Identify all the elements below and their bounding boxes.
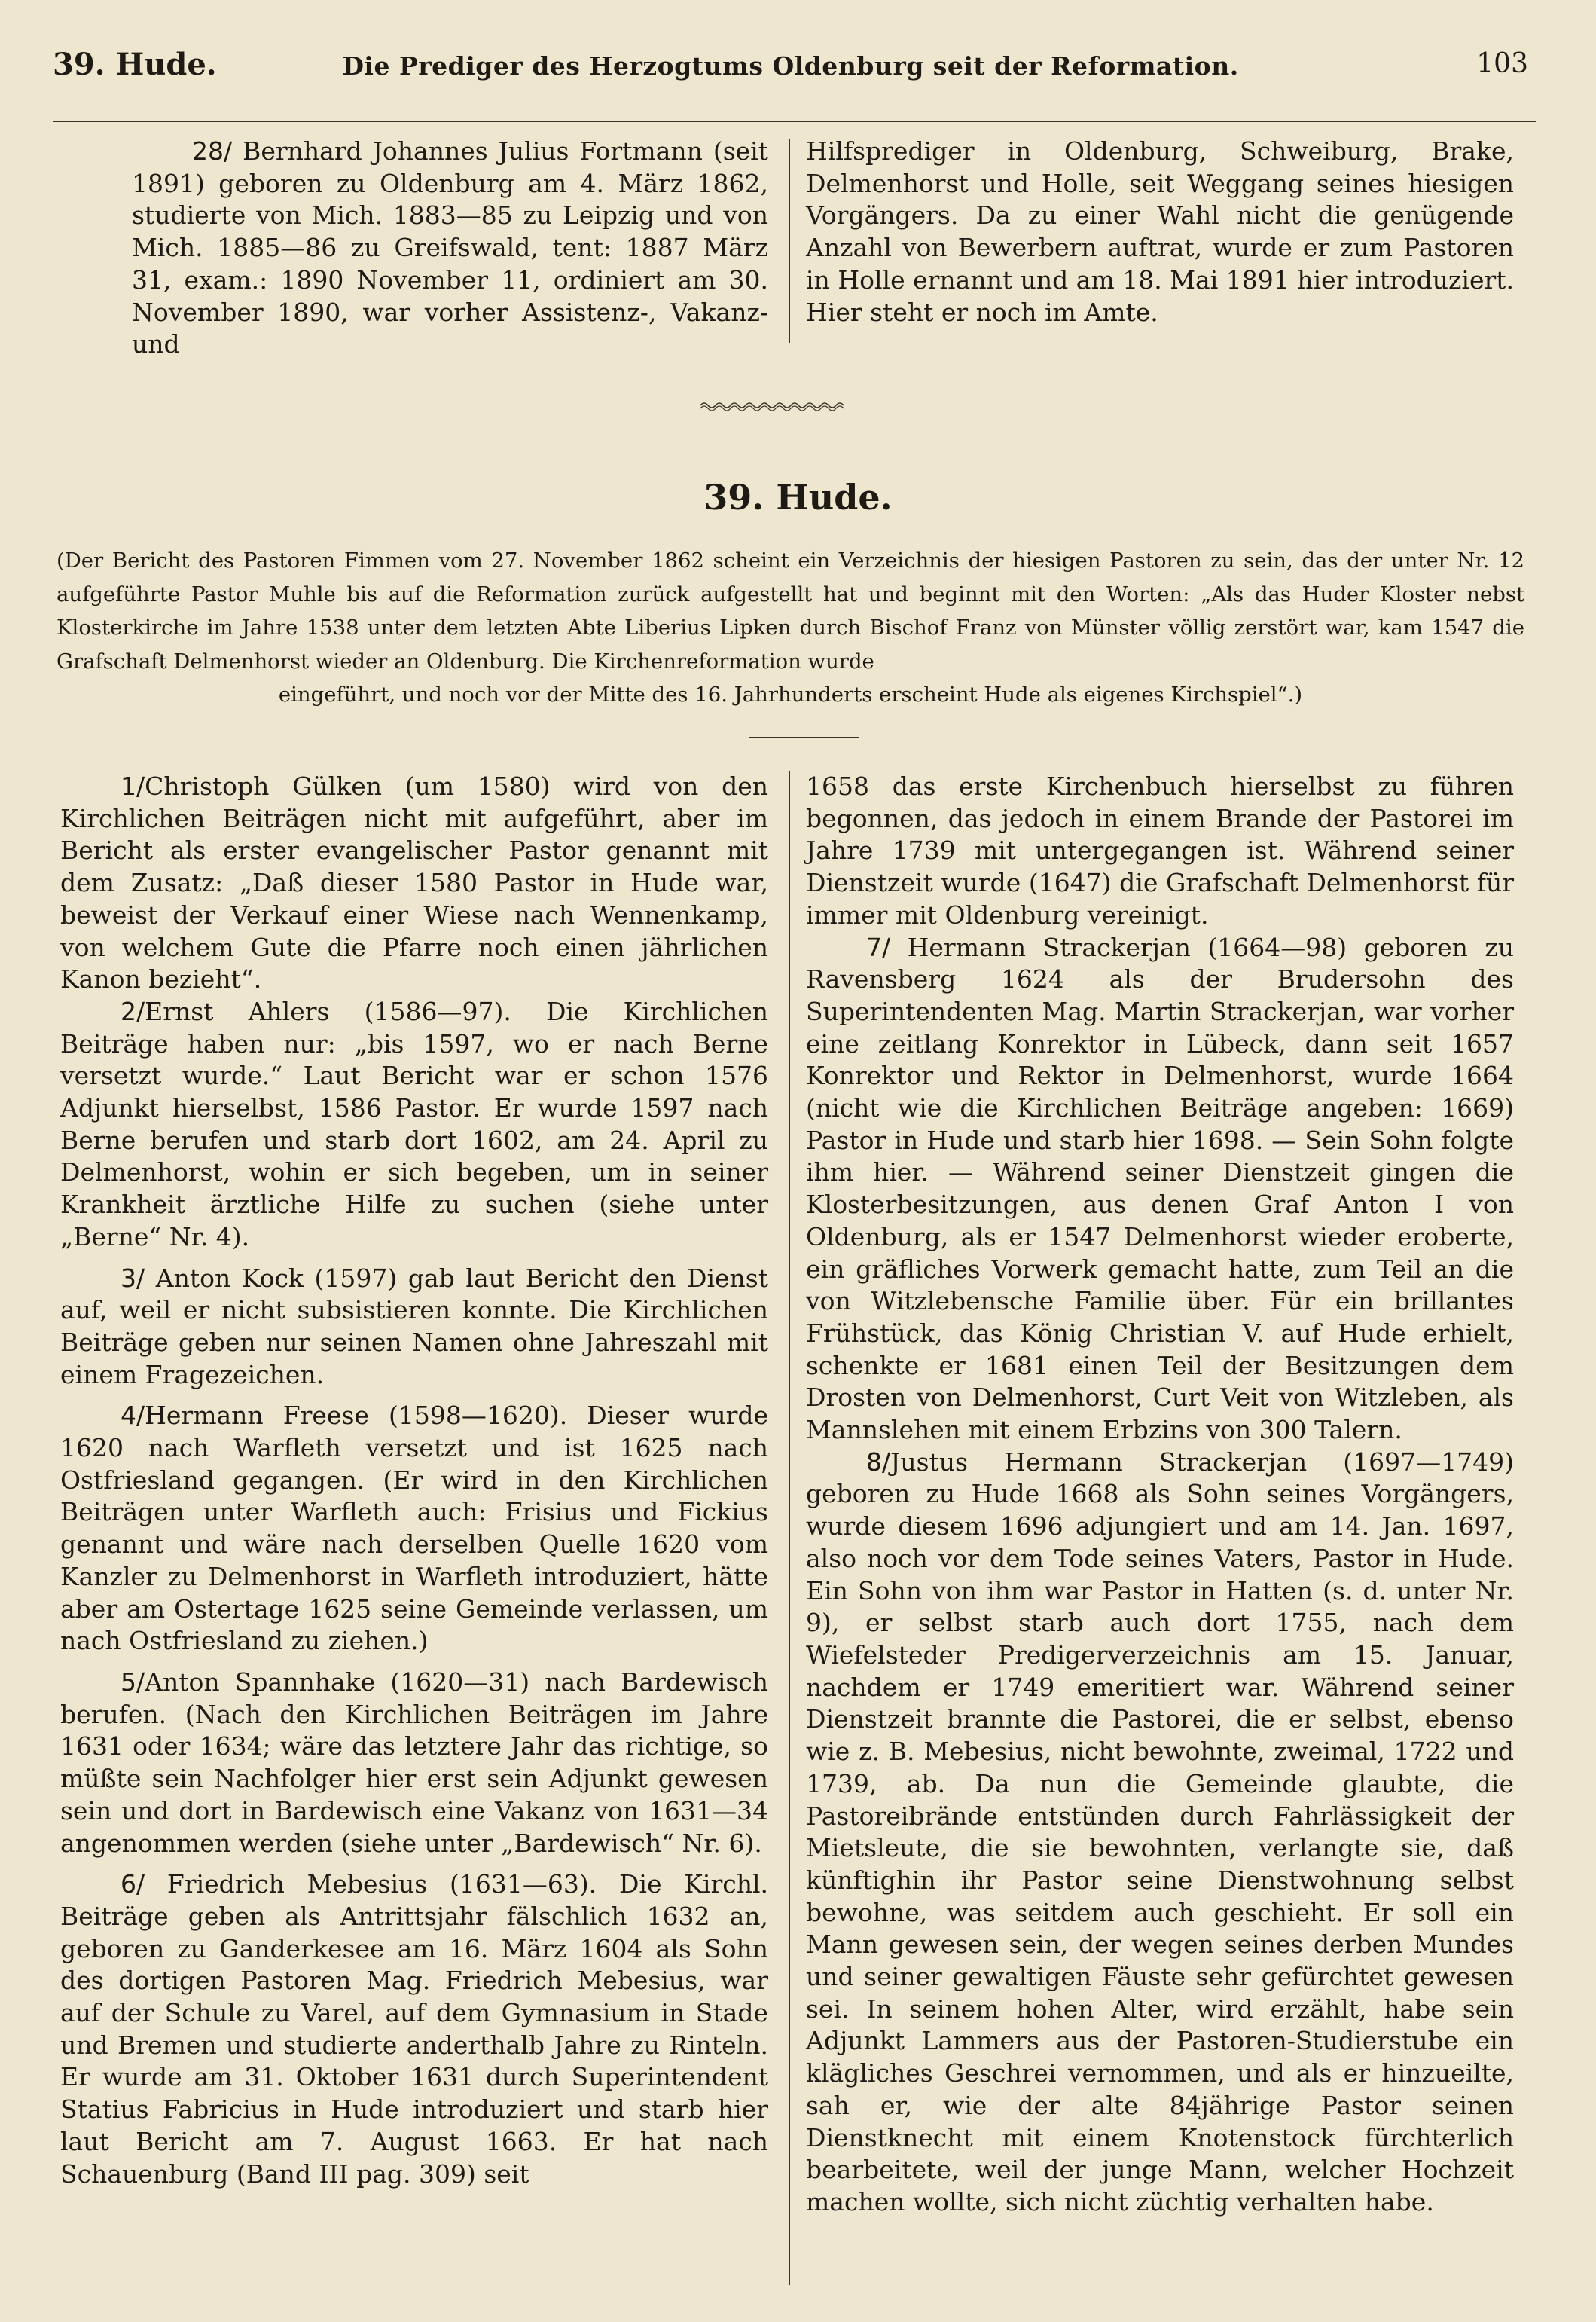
- column-divider-main: [789, 771, 790, 2285]
- header-rule: [53, 121, 1536, 122]
- header-section-label: 39. Hude.: [53, 47, 217, 82]
- entry-4: 4/Hermann Freese (1598—1620). Dieser wurde 1620 nach Warfleth versetzt und ist 1625 nach Ostfriesland gegangen. (Er wird in den Kirchlichen Beiträgen unter Warfleth auch: Frisius und Fickius genannt und wäre nach derselben Quelle 1620 vom Kanzler zu Delmenhorst in Warfleth introduziert, hätte aber am Ostertage 1625 seine Gemeinde verlassen, um nach Ostfriesland zu ziehen.): [60, 1401, 768, 1656]
- section-heading: 39. Hude.: [703, 477, 893, 518]
- entry-1: 1/Christoph Gülken (um 1580) wird von den Kirchlichen Beiträgen nicht mit aufgeführt, aber im Bericht als erster evangelischer Pastor genannt mit dem Zusatz: „Daß dieser 1580 Pastor in Hude war, beweist der Verkauf einer Wiese nach Wennenkamp, von welchem Gute die Pfarre noch einen jährlichen Kanon bezieht“.: [60, 771, 768, 994]
- page-number: 103: [1476, 48, 1528, 79]
- entry-2: 2/Ernst Ahlers (1586—97). Die Kirchlichen Beiträge haben nur: „bis 1597, wo er nach Berne versetzt wurde.“ Laut Bericht war er schon 1576 Adjunkt hierselbst, 1586 Pastor. Er wurde 1597 nach Berne berufen und starb dort 1602, am 24. April zu Delmenhorst, wohin er sich begeben, um in seiner Krankheit ärztliche Hilfe zu suchen (siehe unter „Berne“ Nr. 4).: [60, 996, 768, 1251]
- header-title: Die Prediger des Herzogtums Oldenburg seit der Reformation.: [342, 51, 1239, 81]
- entry-7: 7/ Hermann Strackerjan (1664—98) geboren zu Ravensberg 1624 als der Brudersohn des Superintendenten Mag. Martin Strackerjan, war vorher eine zeitlang Konrektor in Lübeck, dann seit 1657 Konrektor und Rektor in Delmenhorst, wurde 1664 (nicht wie die Kirchlichen Beiträge angeben: 1669) Pastor in Hude und starb hier 1698. — Sein Sohn folgte ihm hier. — Während seiner Dienstzeit gingen die Klosterbesitzungen, aus denen Graf Anton I von Oldenburg, als er 1547 Delmenhorst wieder eroberte, ein gräfliches Vorwerk gemacht hatte, zum Teil an die von Witzlebensche Familie über. Für ein brillantes Frühstück, das König Christian V. auf Hude erhielt, schenkte er 1681 einen Teil der Besitzungen dem Drosten von Delmenhorst, Curt Veit von Witzleben, als Mannslehen mit einem Erbzins von 300 Talern.: [806, 932, 1514, 1445]
- left-column: [60, 771, 768, 2190]
- right-column: [806, 771, 1514, 2219]
- column-divider: [789, 139, 790, 343]
- intro-text: (Der Bericht des Pastoren Fimmen vom 27. November 1862 scheint ein Verzeichnis der hiesigen Pastoren zu sein, das der unter Nr. 12 aufgeführte Pastor Muhle bis auf die Reformation zurück aufgestellt hat und beginnt mit den Worten: „Als das Huder Kloster nebst Klosterkirche im Jahre 1538 unter dem letzten Abte Liberius Lipken durch Bischof Franz von Münster völlig zerstört war, kam 1547 die Grafschaft Delmenhorst wieder an Oldenburg. Die Kirchenreformation wurde: [56, 548, 1524, 674]
- intro-last-line: eingeführt, und noch vor der Mitte des 16. Jahrhunderts erscheint Hude als eigenes Kirchspiel“.): [278, 683, 1303, 707]
- entry-8: 8/Justus Hermann Strackerjan (1697—1749) geboren zu Hude 1668 als Sohn seines Vorgängers, wurde diesem 1696 adjungiert und am 14. Jan. 1697, also noch vor dem Tode seines Vaters, Pastor in Hude. Ein Sohn von ihm war Pastor in Hatten (s. d. unter Nr. 9), er selbst starb auch dort 1755, nach dem Wiefelsteder Predigerverzeichnis am 15. Januar, nachdem er 1749 emeritiert war. Während seiner Dienstzeit brannte die Pastorei, die er selbst, ebenso wie z. B. Mebesius, nicht bewohnte, zweimal, 1722 und 1739, ab. Da nun die Gemeinde glaubte, die Pastoreibrände entstünden durch Fahrlässigkeit der Mietsleute, die sie bewohnten, verlangte sie, daß künftighin ihr Pastor seine Dienstwohnung selbst bewohne, was seitdem auch geschieht. Er soll ein Mann gewesen sein, der wegen seines derben Mundes und seiner gewaltigen Fäuste sehr gefürchtet gewesen sei. In seinem hohen Alter, wird erzählt, habe sein Adjunkt Lammers aus der Pastoren-Studierstube ein klägliches Geschrei vernommen, und als er hinzueilte, sah er, wie der alte 84jährige Pastor seinen Dienstknecht mit einem Knotenstock fürchterlich bearbeitete, weil der junge Mann, welcher Hochzeit machen wollte, sich nicht züchtig verhalten habe.: [806, 1447, 1514, 2217]
- entry-6-continuation: 1658 das erste Kirchenbuch hierselbst zu führen begonnen, das jedoch in einem Brande der Pastorei im Jahre 1739 mit untergegangen ist. Während seiner Dienstzeit wurde (1647) die Grafschaft Delmenhorst für immer mit Oldenburg vereinigt.: [806, 771, 1514, 930]
- ornament-divider: [700, 398, 844, 413]
- entry-28-continuation: Hilfsprediger in Oldenburg, Schweiburg, Brake, Delmenhorst und Holle, seit Weggang seines hiesigen Vorgängers. Da zu einer Wahl nicht die genügende Anzahl von Bewerbern auftrat, wurde er zum Pastoren in Holle ernannt und am 18. Mai 1891 hier introduziert. Hier steht er noch im Amte.: [806, 136, 1514, 327]
- section-separator: [749, 737, 859, 738]
- running-header: [53, 47, 1528, 92]
- entry-3: 3/ Anton Kock (1597) gab laut Bericht den Dienst auf, weil er nicht subsistieren konnte. Die Kirchlichen Beiträge geben nur seinen Namen ohne Jahreszahl mit einem Fragezeichen.: [60, 1263, 768, 1389]
- top-left-column: [132, 136, 768, 361]
- top-right-column: [806, 136, 1514, 328]
- entry-5: 5/Anton Spannhake (1620—31) nach Bardewisch berufen. (Nach den Kirchlichen Beiträgen im Jahre 1631 oder 1634; wäre das letztere Jahr das richtige, so müßte sein Nachfolger hier erst sein Adjunkt gewesen sein und dort in Bardewisch eine Vakanz von 1631—34 angenommen werden (siehe unter „Bardewisch“ Nr. 6).: [60, 1667, 768, 1858]
- entry-6: 6/ Friedrich Mebesius (1631—63). Die Kirchl. Beiträge geben als Antrittsjahr fälschlich 1632 an, geboren zu Ganderkesee am 16. März 1604 als Sohn des dortigen Pastoren Mag. Friedrich Mebesius, war auf der Schule zu Varel, auf dem Gymnasium in Stade und Bremen und studierte anderthalb Jahre zu Rinteln. Er wurde am 31. Oktober 1631 durch Superintendent Statius Fabricius in Hude introduziert und starb hier laut Bericht am 7. August 1663. Er hat nach Schauenburg (Band III pag. 309) seit: [60, 1869, 768, 2189]
- intro-paragraph: [56, 544, 1524, 712]
- entry-28: 28/ Bernhard Johannes Julius Fortmann (seit 1891) geboren zu Oldenburg am 4. März 1862, studierte von Mich. 1883—85 zu Leipzig und von Mich. 1885—86 zu Greifswald, tent: 1887 März 31, exam.: 1890 November 11, ordiniert am 30. November 1890, war vorher Assistenz-, Vakanz- und: [132, 136, 768, 359]
